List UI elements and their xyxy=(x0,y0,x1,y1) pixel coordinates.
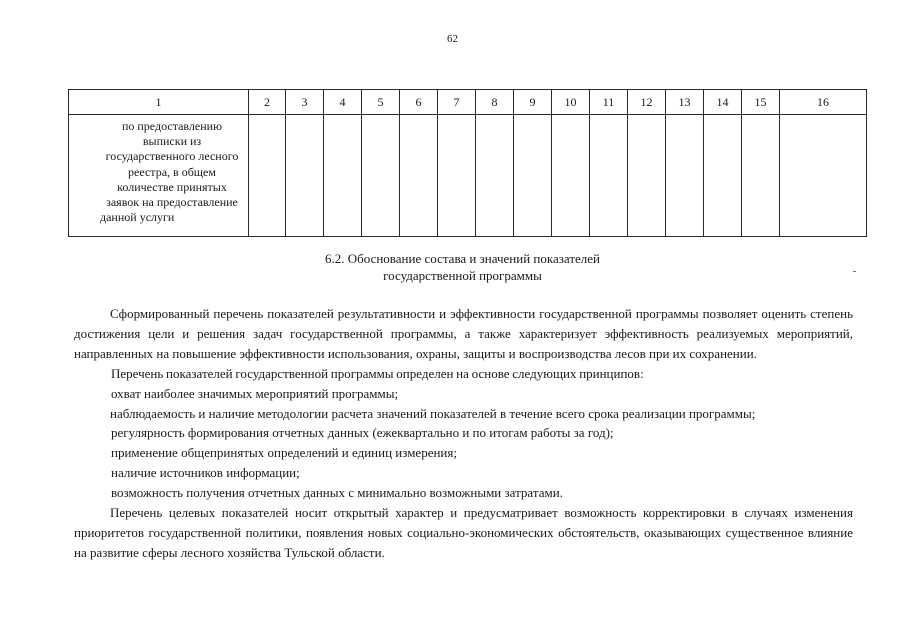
paragraph: Сформированный перечень показателей результативности и эффективности государственной программы позволяет оценить степень достижения цели и решения задач государственной программы, а также характеризует эффективность реализуемых мероприятий, направленных на повышение эффективности использования, охраны, защиты и воспроизводства лесов при их сохранении. xyxy=(74,306,853,361)
table-header-cell: 13 xyxy=(666,90,704,115)
section-title xyxy=(0,250,905,284)
table-cell xyxy=(704,115,742,237)
table-header-cell: 14 xyxy=(704,90,742,115)
paragraph: Перечень целевых показателей носит открытый характер и предусматривает возможность корректировки в случаях изменения приоритетов государственной политики, появления новых социально-экономических обстоятельств, оказывающих существенное влияние на развитие сферы лесного хозяйства Тульской области. xyxy=(74,505,853,560)
list-item: регулярность формирования отчетных данных (ежеквартально и по итогам работы за год); xyxy=(111,425,614,441)
table-header-cell: 15 xyxy=(742,90,780,115)
table-cell xyxy=(400,115,438,237)
table-header-cell: 2 xyxy=(249,90,286,115)
list-item: наблюдаемость и наличие методологии расчета значений показателей в течение всего срока реализации программы; xyxy=(110,405,756,421)
table-header-cell: 5 xyxy=(362,90,400,115)
table-cell xyxy=(590,115,628,237)
list-item: охват наиболее значимых мероприятий программы; xyxy=(111,385,399,401)
list-item: наличие источников информации; xyxy=(111,465,300,481)
table-header-cell: 16 xyxy=(780,90,867,115)
page-number: 62 xyxy=(447,33,458,45)
indicator-name-cell: по предоставлению выписки из государственного лесного реестра, в общем количестве принятых заявок на предоставление данной услуги xyxy=(69,115,249,237)
table-cell xyxy=(249,115,286,237)
table-header-cell: 11 xyxy=(590,90,628,115)
table-cell xyxy=(552,115,590,237)
scan-mark xyxy=(853,271,856,272)
table-cell xyxy=(780,115,867,237)
list-item: возможность получения отчетных данных с минимально возможными затратами. xyxy=(111,485,563,501)
table-header-cell: 10 xyxy=(552,90,590,115)
table-cell xyxy=(324,115,362,237)
table-header-cell: 7 xyxy=(438,90,476,115)
table-cell xyxy=(362,115,400,237)
table-cell xyxy=(514,115,552,237)
table-header-cell: 12 xyxy=(628,90,666,115)
table-header-cell: 8 xyxy=(476,90,514,115)
indicators-table xyxy=(68,89,867,237)
table-header-cell: 3 xyxy=(286,90,324,115)
section-title-line: государственной программы xyxy=(383,268,542,283)
table-cell xyxy=(666,115,704,237)
table-cell xyxy=(286,115,324,237)
paragraph: Перечень показателей государственной программы определен на основе следующих принципов: xyxy=(111,365,644,381)
table-header-cell: 6 xyxy=(400,90,438,115)
table-cell xyxy=(476,115,514,237)
table-header-cell: 4 xyxy=(324,90,362,115)
table-cell xyxy=(438,115,476,237)
body-text xyxy=(74,304,853,563)
table-cell xyxy=(742,115,780,237)
section-title-line: 6.2. Обоснование состава и значений показателей xyxy=(325,251,600,266)
table-row xyxy=(69,115,867,237)
table-header-cell: 9 xyxy=(514,90,552,115)
list-item: применение общепринятых определений и единиц измерения; xyxy=(111,445,457,461)
table-header-cell: 1 xyxy=(69,90,249,115)
table-header-row xyxy=(69,90,867,115)
table-cell xyxy=(628,115,666,237)
